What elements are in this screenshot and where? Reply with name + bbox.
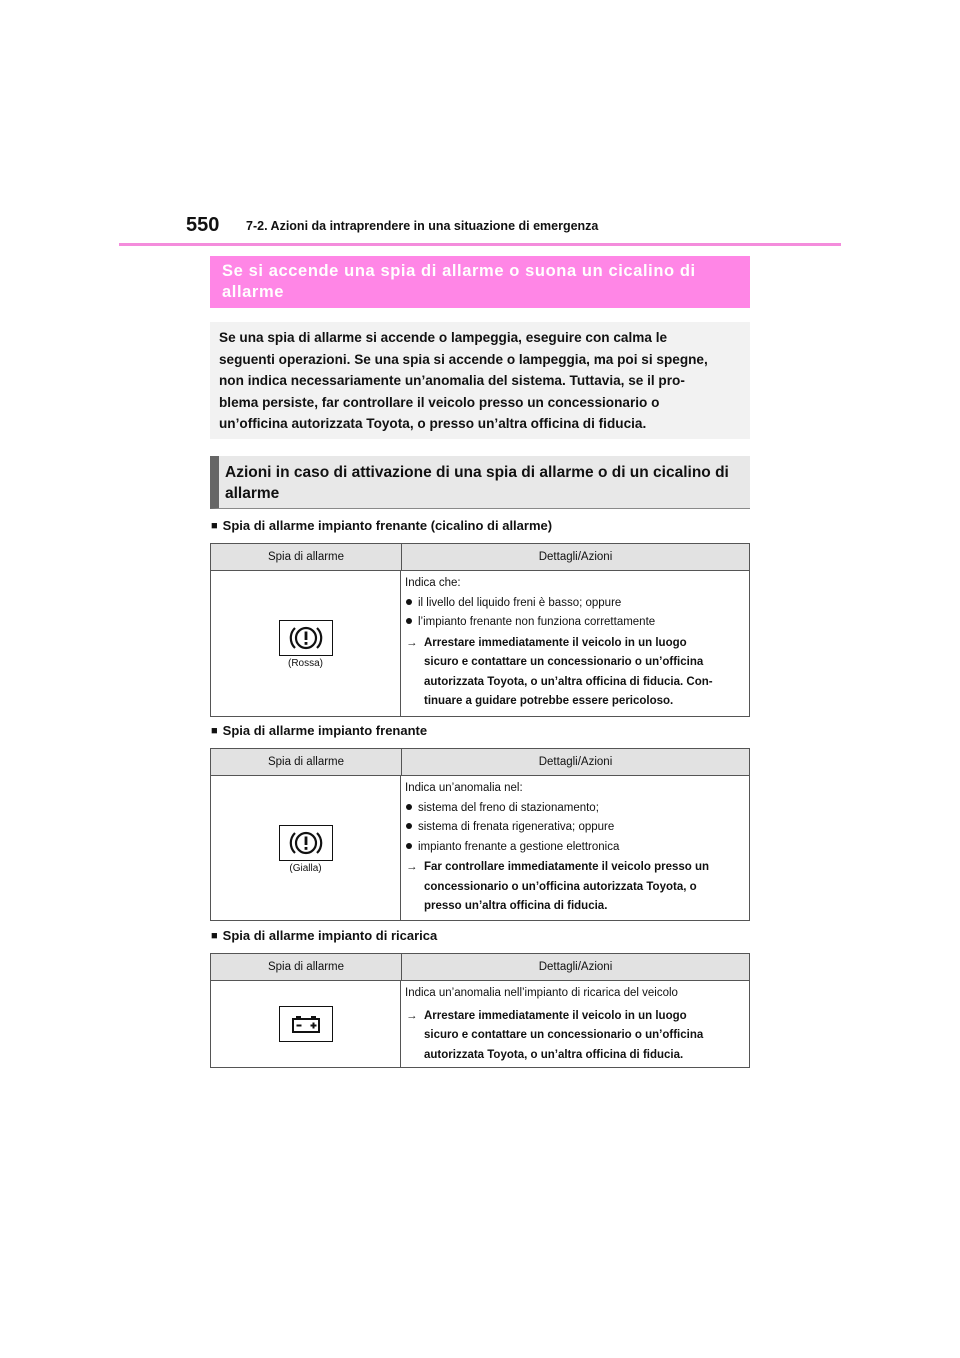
details-intro: Indica un’anomalia nel: [405,782,523,794]
bullet-icon [406,599,412,605]
arrow-icon: → [406,636,418,649]
header-warning-light: Spia di allarme [211,954,402,980]
icon-caption-yellow: (Gialla) [289,862,322,874]
table-row [211,776,749,920]
intro-line: non indica necessariamente un’anomalia del sistema. Tuttavia, se il pro- [219,373,685,389]
brake-warning-icon [279,620,333,656]
table-header [211,954,749,981]
section-line-2: allarme [225,485,280,502]
header-details: Dettagli/Azioni [538,756,613,768]
battery-charge-icon [279,1006,333,1042]
details-cell [401,571,749,716]
square-marker-icon: ■ [211,930,218,942]
arrow-icon: → [406,1009,418,1022]
list-item: sistema di frenata rigenerativa; oppure [405,818,745,838]
title-line-1: Se si accende una spia di allarme o suona un cicalino di [222,262,696,280]
icon-caption-red: (Rossa) [287,658,323,669]
bullet-icon [406,618,412,624]
section-heading [210,456,750,509]
header-details: Dettagli/Azioni [538,961,613,973]
bullet-icon [406,823,412,829]
warning-table-brake-red [210,543,750,717]
subheading-text: Spia di allarme impianto frenante [222,723,428,738]
subheading-brake-buzzer [211,518,552,533]
square-marker-icon: ■ [211,520,218,532]
subheading-text: Spia di allarme impianto di ricarica [222,928,438,943]
intro-line: blema persiste, far controllare il veicolo presso un concessionario o [219,394,660,410]
arrow-icon: → [406,861,418,873]
square-marker-icon: ■ [211,725,218,737]
table-row [211,571,749,716]
list-item: il livello del liquido freni è basso; oppure [405,594,745,614]
title-line-2: allarme [222,283,284,301]
header-warning-light: Spia di allarme [211,544,402,570]
action-text: → Far controllare immediatamente il veicolo presso un concessionario o un’officina autorizzata Toyota, o presso un’altra officina di fiducia. [405,858,745,917]
bullet-icon [406,804,412,810]
brake-warning-icon [279,825,333,861]
intro-line: seguenti operazioni. Se una spia si accende o lampeggia, ma poi si spegne, [219,351,708,367]
table-row [211,981,749,1067]
intro-line: Se una spia di allarme si accende o lampeggia, eseguire con calma le [219,330,668,345]
subheading-brake [211,723,427,738]
action-text: → Arrestare immediatamente il veicolo in un luogo sicuro e contattare un concessionario o un’officina autorizzata Toyota, o un’altra officina di fiducia. Con- tinuare a guidare potrebbe essere pericoloso. [405,634,745,712]
list-item: l’impianto frenante non funziona correttamente [405,613,745,633]
action-text: → Arrestare immediatamente il veicolo in un luogo sicuro e contattare un concessionario o un’officina autorizzata Toyota, o un’altra officina di fiducia. [405,1007,745,1066]
intro-box [210,322,750,439]
breadcrumb: 7-2. Azioni da intraprendere in una situazione di emergenza [246,219,599,233]
table-header [211,749,749,776]
page-number: 550 [186,214,220,236]
subheading-text: Spia di allarme impianto frenante (cicalino di allarme) [222,518,553,533]
details-intro: Indica che: [405,577,461,589]
details-cell [401,981,749,1067]
warning-light-cell [211,571,401,716]
header-rule [119,243,841,246]
warning-table-charging [210,953,750,1068]
list-item: sistema del freno di stazionamento; [405,799,745,819]
section-line-1: Azioni in caso di attivazione di una spia di allarme o di un cicalino di [225,464,729,481]
details-intro: Indica un’anomalia nell’impianto di ricarica del veicolo [405,987,678,999]
intro-line: un’officina autorizzata Toyota, o presso un’altra officina di fiducia. [219,416,647,432]
list-item: impianto frenante a gestione elettronica [405,838,745,858]
title-banner [210,256,750,308]
subheading-charging [211,928,437,943]
header-details: Dettagli/Azioni [538,551,613,563]
table-header [211,544,749,571]
warning-table-brake-yellow [210,748,750,921]
warning-light-cell [211,981,401,1067]
warning-light-cell [211,776,401,920]
header-warning-light: Spia di allarme [211,749,402,775]
details-cell [401,776,749,920]
bullet-icon [406,843,412,849]
